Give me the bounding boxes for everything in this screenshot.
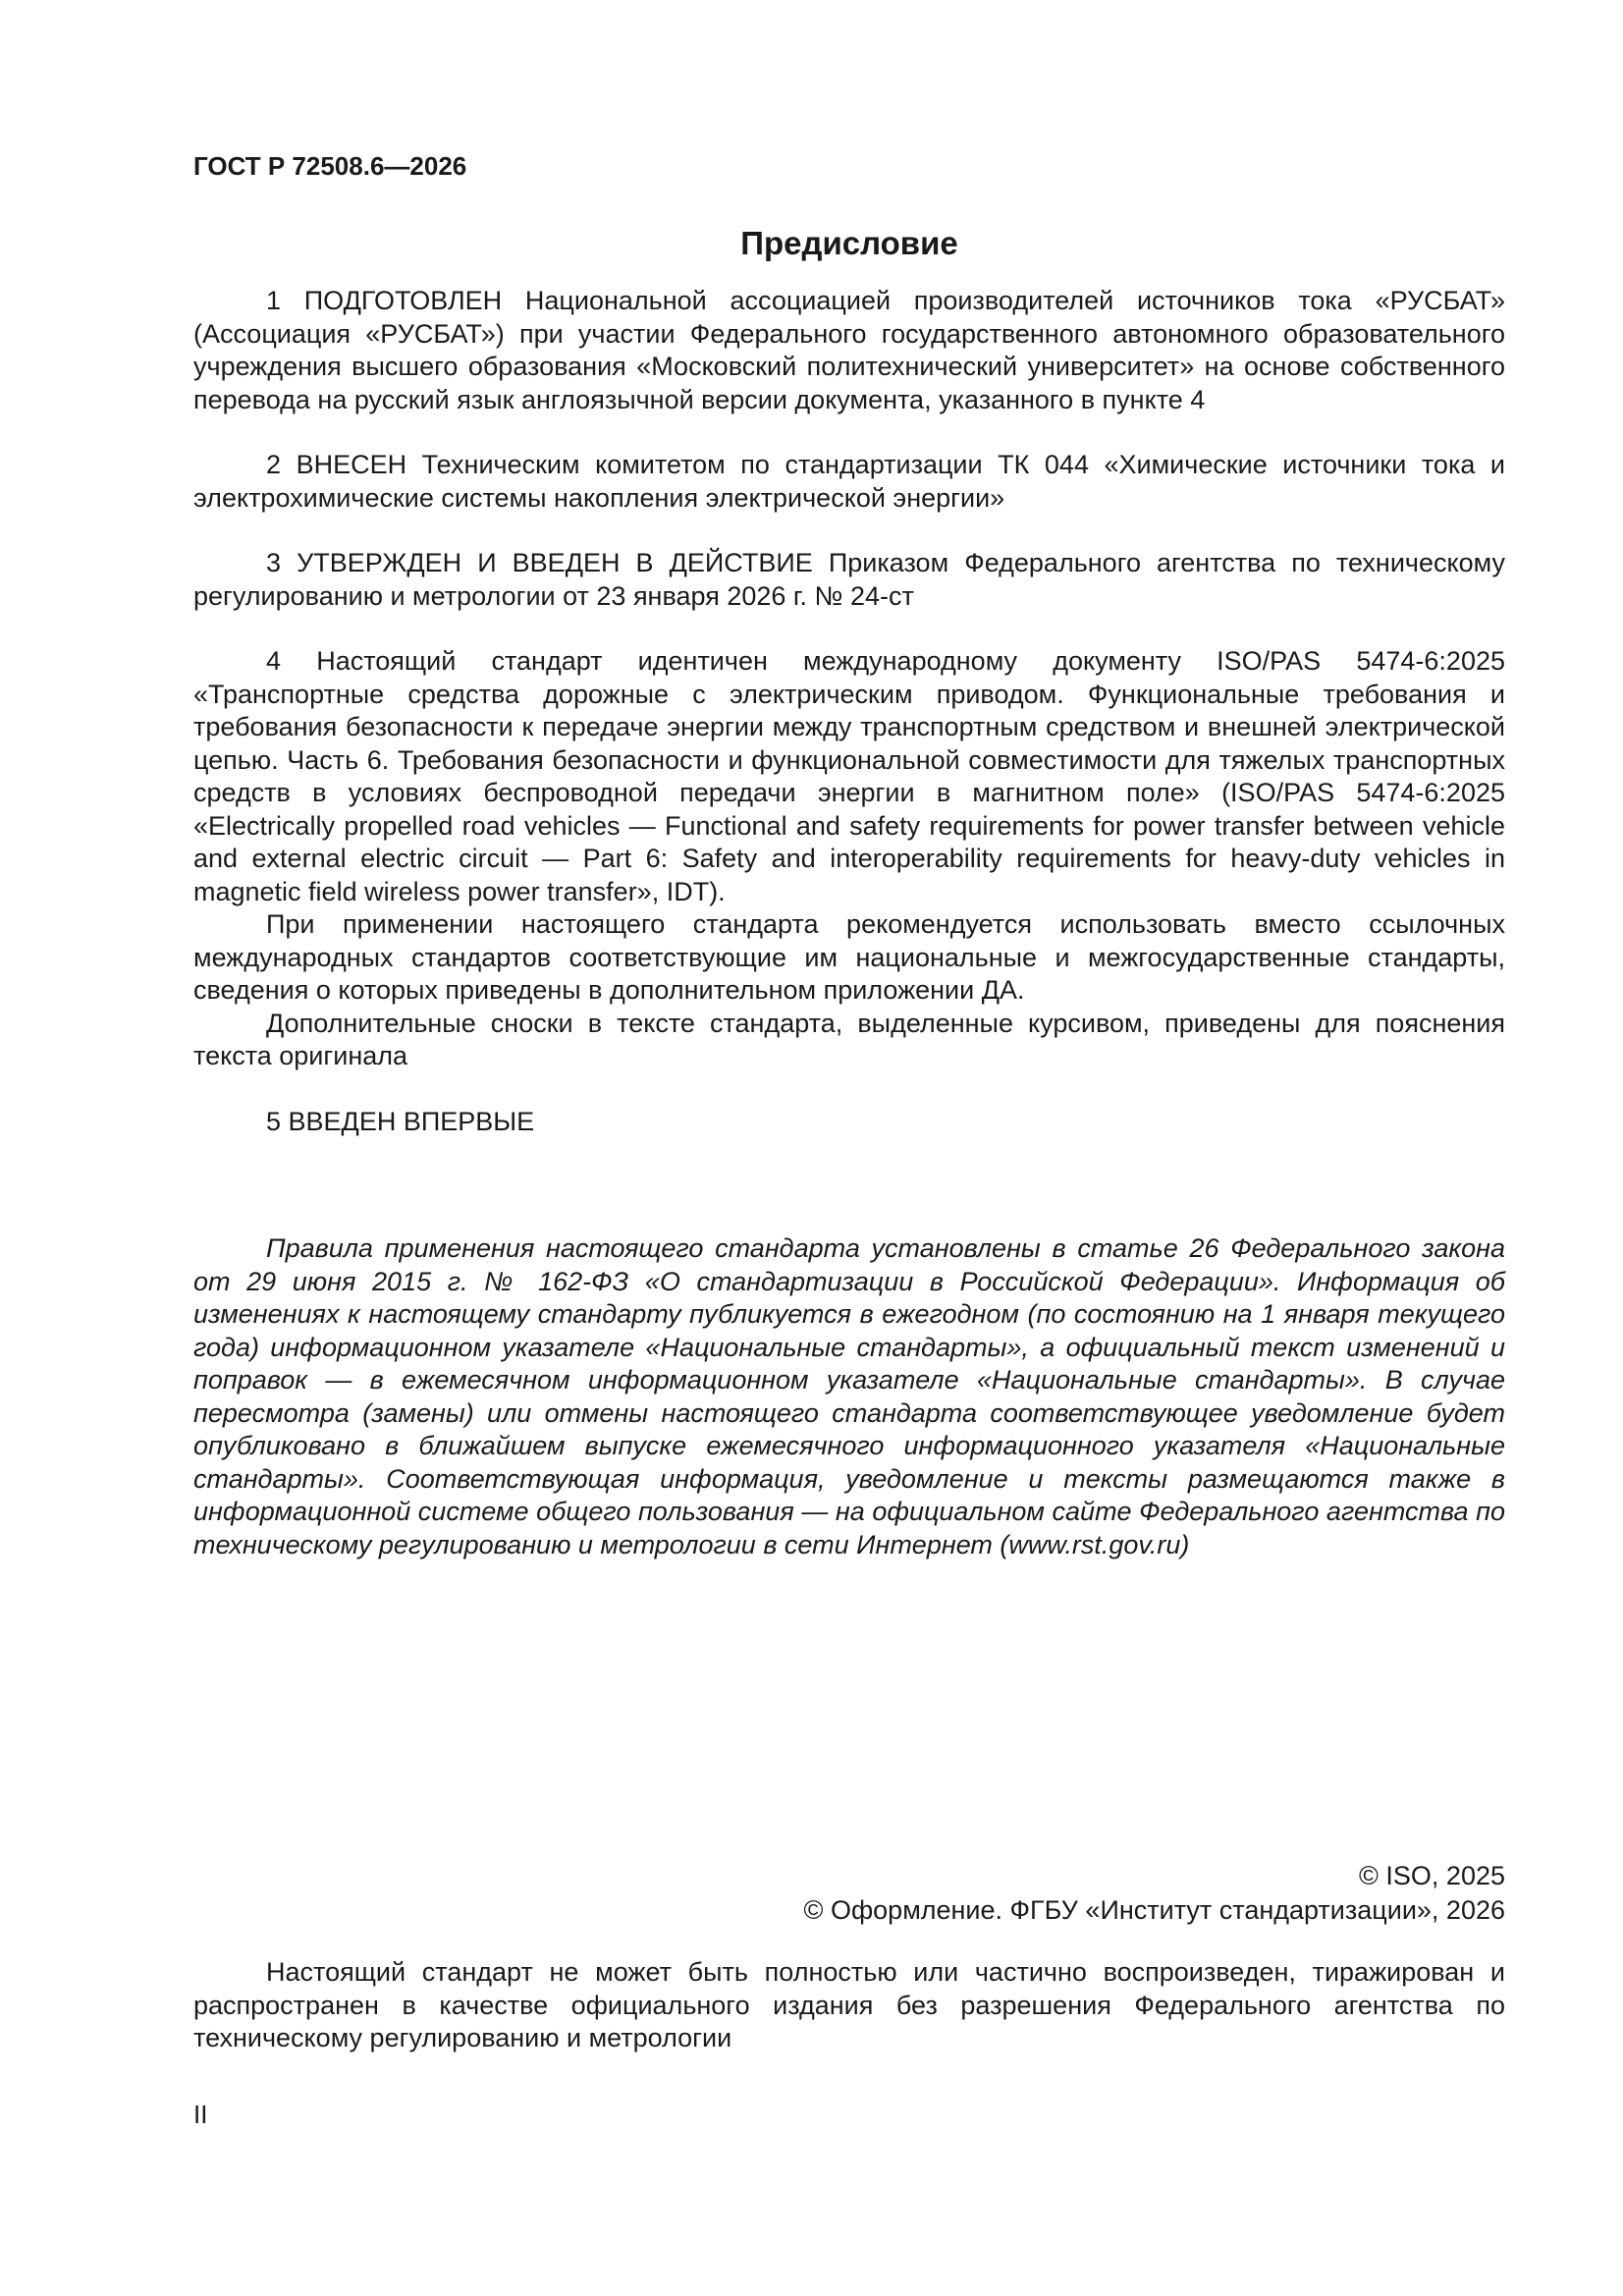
rules-block xyxy=(193,1232,1505,1561)
paragraph-4-footnotes: Дополнительные сноски в тексте стандарта, выделенные курсивом, приведены для пояснения текста оригинала xyxy=(193,1008,1505,1070)
page-title: Предисловие xyxy=(740,225,958,261)
paragraph-1: 1 ПОДГОТОВЛЕН Национальной ассоциацией производителей источников тока «РУСБАТ» (Ассоциация «РУСБАТ») при участии Федерального государственного автономного образовательного учреждения высшего образования «Московский политехнический университет» на основе собственного перевода на русский язык англоязычной версии документа, указанного в пункте 4 xyxy=(193,286,1505,414)
document-code: ГОСТ Р 72508.6—2026 xyxy=(193,151,467,181)
paragraph-2: 2 ВНЕСЕН Техническим комитетом по стандартизации ТК 044 «Химические источники тока и электрохимические системы накопления электрической энергии» xyxy=(193,450,1505,513)
copyright-block xyxy=(804,1859,1505,1928)
paragraph-4-usage: При применении настоящего стандарта рекомендуется использовать вместо ссылочных международных стандартов соответствующие им национальные и межгосударственные стандарты, сведения о которых приведены в дополнительном приложении ДА. xyxy=(193,909,1505,1005)
page-number: II xyxy=(193,2100,208,2129)
paragraph-4: 4 Настоящий стандарт идентичен международному документу ISO/PAS 5474-6:2025 «Транспортные средства дорожные с электрическим приводом. Функциональные требования и требования безопасности к передаче энергии между транспортным средством и внешней электрической цепью. Часть 6. Требования безопасности и функциональной совместимости для тяжелых транспортных средств в условиях беспроводной передачи энергии в магнитном поле» (ISO/PAS 5474-6:2025 «Electrically propelled road vehicles — Functional and safety requirements for power transfer between vehicle and external electric circuit — Part 6: Safety and interoperability requirements for heavy-duty vehicles in magnetic field wireless power transfer», IDT). xyxy=(193,646,1505,906)
reproduction-notice xyxy=(193,1956,1505,2055)
rules-text: Правила применения настоящего стандарта установлены в статье 26 Федерального закона от 29 июня 2015 г. № 162-ФЗ «О стандартизации в Российской Федерации». Информация об изменениях к настоящему стандарту публикуется в ежегодном (по состоянию на 1 января текущего года) информационном указателе «Национальные стандарты», а официальный текст изменений и поправок — в ежемесячном информационном указателе «Национальные стандарты». В случае пересмотра (замены) или отмены настоящего стандарта соответствующее уведомление будет опубликовано в ближайшем выпуске ежемесячного информационного указателя «Национальные стандарты». Соответствующая информация, уведомление и тексты размещаются также в информационной системе общего пользования — на официальном сайте Федерального агентства по техническому регулированию и метрологии в сети Интернет (www.rst.gov.ru) xyxy=(193,1233,1505,1559)
copyright-design: © Оформление. ФГБУ «Институт стандартизации», 2026 xyxy=(803,1895,1505,1925)
foreword-body xyxy=(193,285,1505,1138)
paragraph-5: 5 ВВЕДЕН ВПЕРВЫЕ xyxy=(266,1106,535,1136)
paragraph-3: 3 УТВЕРЖДЕН И ВВЕДЕН В ДЕЙСТВИЕ Приказом Федерального агентства по техническому регулированию и метрологии от 23 января 2026 г. № 24-ст xyxy=(193,548,1505,611)
copyright-iso: © ISO, 2025 xyxy=(1359,1861,1505,1890)
notice-text: Настоящий стандарт не может быть полностью или частично воспроизведен, тиражирован и распространен в качестве официального издания без разрешения Федерального агентства по техническому регулированию и метрологии xyxy=(193,1957,1505,2052)
